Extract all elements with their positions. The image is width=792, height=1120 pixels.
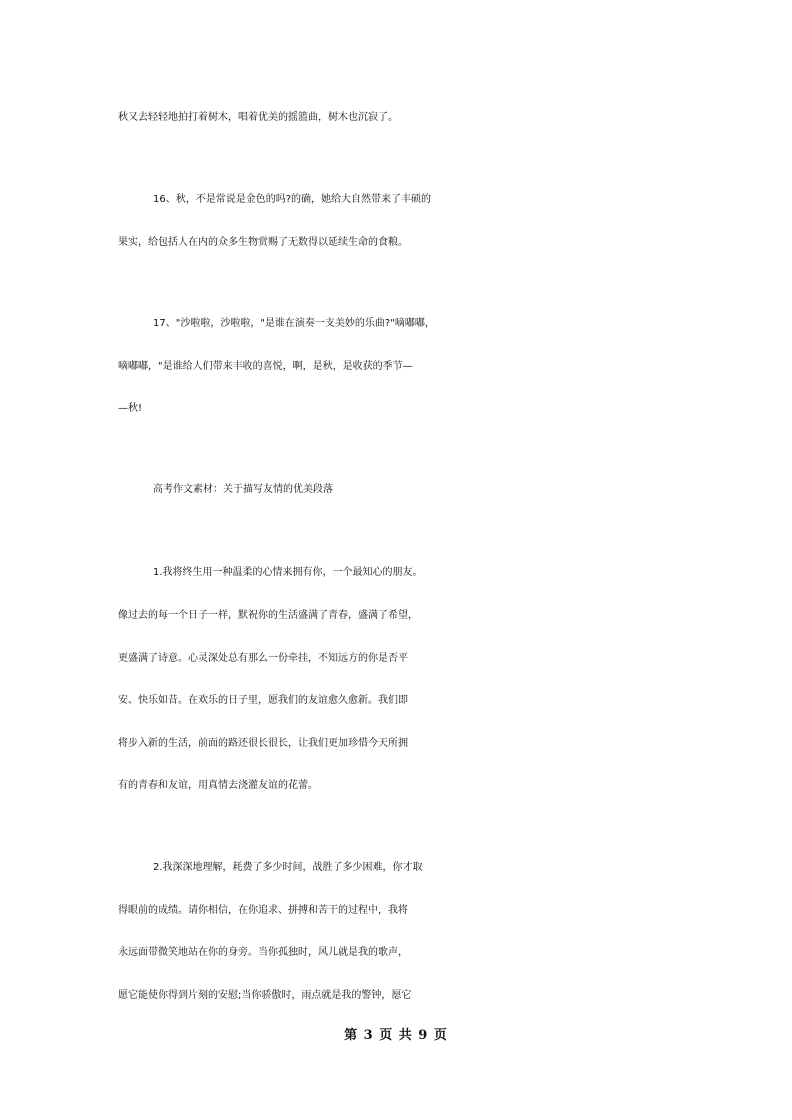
paragraph-17-line-3: —秋! bbox=[118, 403, 143, 414]
page-number-footer: 第 3 页 共 9 页 bbox=[344, 1028, 448, 1043]
friendship-paragraph-1-line-2: 像过去的每一个日子一样，默祝你的生活盛满了青春，盛满了希望， bbox=[118, 610, 418, 621]
paragraph-16-line-1: 16、秋，不是常说是金色的吗?的确，她给大自然带来了丰硕的 bbox=[153, 194, 432, 205]
friendship-paragraph-2-line-1: 2.我深深地理解，耗费了多少时间，战胜了多少困难，你才取 bbox=[153, 862, 423, 873]
friendship-paragraph-1-line-4: 安、快乐如昔。在欢乐的日子里，愿我们的友谊愈久愈新。我们即 bbox=[118, 695, 408, 706]
friendship-paragraph-2-line-2: 得眼前的成绩。请你相信，在你追求、拼搏和苦干的过程中，我将 bbox=[118, 905, 408, 916]
section-heading: 高考作文素材：关于描写友情的优美段落 bbox=[153, 484, 333, 495]
friendship-paragraph-1-line-3: 更盛满了诗意。心灵深处总有那么一份牵挂，不知远方的你是否平 bbox=[118, 653, 408, 664]
friendship-paragraph-1-line-1: 1.我将终生用一种温柔的心情来拥有你，一个最知心的朋友。 bbox=[153, 567, 423, 578]
friendship-paragraph-2-line-3: 永远面带微笑地站在你的身旁。当你孤独时，风儿就是我的歌声， bbox=[118, 947, 408, 958]
continued-line: 秋又去轻轻地拍打着树木，唱着优美的摇篮曲，树木也沉寂了。 bbox=[118, 112, 398, 123]
friendship-paragraph-1-line-6: 有的青春和友谊，用真情去浇灌友谊的花蕾。 bbox=[118, 780, 318, 791]
paragraph-17-line-2: 嘀嘟嘟，"是谁给人们带来丰收的喜悦，啊，是秋，是收获的季节— bbox=[118, 361, 413, 372]
friendship-paragraph-1-line-5: 将步入新的生活，前面的路还很长很长，让我们更加珍惜今天所拥 bbox=[118, 738, 408, 749]
paragraph-16-line-2: 果实，给包括人在内的众多生物赏赐了无数得以延续生命的食粮。 bbox=[118, 237, 408, 248]
friendship-paragraph-2-line-4: 愿它能使你得到片刻的安慰;当你骄傲时，雨点就是我的警钟，愿它 bbox=[118, 990, 412, 1001]
paragraph-17-line-1: 17、"沙啦啦，沙啦啦，"是谁在演奏一支美妙的乐曲?"嘀嘟嘟， bbox=[153, 318, 435, 329]
